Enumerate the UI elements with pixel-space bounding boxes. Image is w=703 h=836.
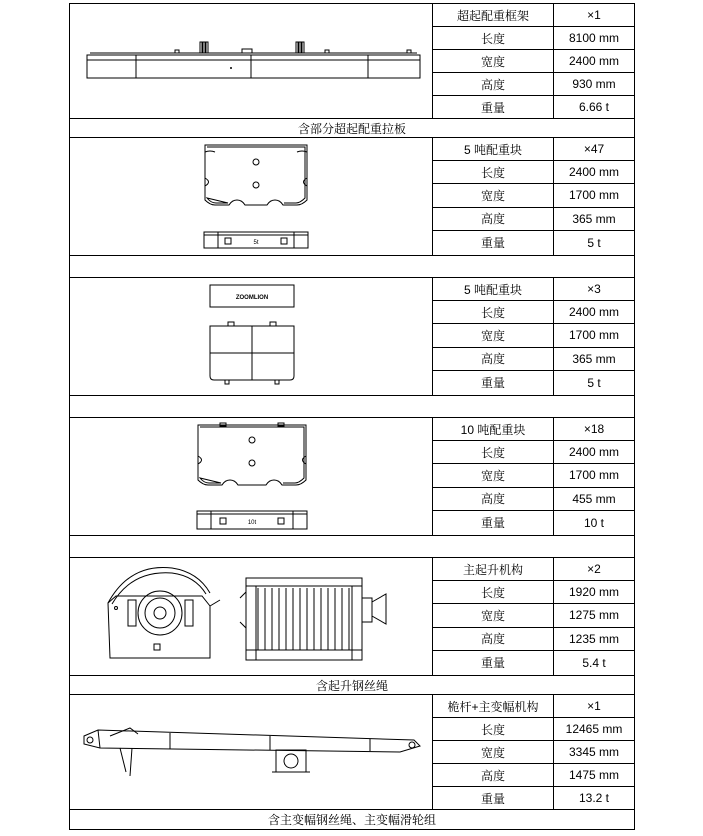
counterweight-block-10t-drawing bbox=[70, 418, 433, 535]
spec-value: 1235 mm bbox=[554, 627, 635, 650]
spacer-row bbox=[70, 536, 635, 558]
spec-value: 5 t bbox=[554, 230, 635, 255]
drawing-cell bbox=[70, 278, 433, 396]
spec-value: 1920 mm bbox=[554, 581, 635, 604]
spec-label: 宽度 bbox=[433, 184, 554, 207]
item-name: 主起升机构 bbox=[433, 558, 554, 581]
mast-luffing-mechanism-drawing bbox=[70, 696, 433, 808]
spec-label: 宽度 bbox=[433, 741, 554, 764]
spec-value: 1275 mm bbox=[554, 604, 635, 627]
spec-value: 12465 mm bbox=[554, 718, 635, 741]
spec-sheet bbox=[69, 3, 634, 831]
main-hoist-mechanism-drawing bbox=[70, 558, 433, 675]
drawing-cell bbox=[70, 418, 433, 536]
spec-value: 2400 mm bbox=[554, 301, 635, 324]
spec-label: 高度 bbox=[433, 73, 554, 96]
item-quantity: ×1 bbox=[554, 4, 635, 27]
component-spec-table bbox=[69, 3, 635, 830]
counterweight-block-5t-drawing bbox=[70, 138, 433, 255]
item-quantity: ×3 bbox=[554, 278, 635, 301]
spec-value: 6.66 t bbox=[554, 96, 635, 119]
item-name: 5 吨配重块 bbox=[433, 278, 554, 301]
item-note: 含起升钢丝绳 bbox=[70, 676, 635, 695]
item-header-row bbox=[70, 4, 635, 27]
spec-label: 长度 bbox=[433, 161, 554, 184]
spec-label: 重量 bbox=[433, 787, 554, 810]
item-quantity: ×2 bbox=[554, 558, 635, 581]
spec-value: 10 t bbox=[554, 510, 635, 535]
block-mark: ZOOMLION bbox=[235, 295, 269, 301]
spec-value: 3345 mm bbox=[554, 741, 635, 764]
item-note: 含主变幅钢丝绳、主变幅滑轮组 bbox=[70, 810, 635, 830]
counterweight-frame-drawing bbox=[70, 5, 433, 117]
spacer-row bbox=[70, 396, 635, 418]
item-name: 桅杆+主变幅机构 bbox=[433, 695, 554, 718]
spec-value: 1700 mm bbox=[554, 324, 635, 347]
item-quantity: ×1 bbox=[554, 695, 635, 718]
spec-label: 高度 bbox=[433, 764, 554, 787]
spec-value: 5.4 t bbox=[554, 650, 635, 675]
drawing-cell bbox=[70, 138, 433, 256]
spec-label: 高度 bbox=[433, 487, 554, 510]
spec-label: 宽度 bbox=[433, 50, 554, 73]
spec-value: 2400 mm bbox=[554, 50, 635, 73]
item-name: 10 吨配重块 bbox=[433, 418, 554, 441]
spec-label: 重量 bbox=[433, 230, 554, 255]
item-quantity: ×18 bbox=[554, 418, 635, 441]
spec-label: 高度 bbox=[433, 347, 554, 370]
spec-label: 高度 bbox=[433, 207, 554, 230]
drawing-cell bbox=[70, 695, 433, 810]
spec-value: 13.2 t bbox=[554, 787, 635, 810]
spec-value: 8100 mm bbox=[554, 27, 635, 50]
spec-label: 长度 bbox=[433, 301, 554, 324]
spec-label: 重量 bbox=[433, 510, 554, 535]
spec-value: 2400 mm bbox=[554, 441, 635, 464]
spec-label: 重量 bbox=[433, 96, 554, 119]
spec-label: 长度 bbox=[433, 718, 554, 741]
spec-value: 5 t bbox=[554, 370, 635, 395]
spec-label: 长度 bbox=[433, 27, 554, 50]
spec-value: 365 mm bbox=[554, 207, 635, 230]
spec-value: 2400 mm bbox=[554, 161, 635, 184]
spec-value: 365 mm bbox=[554, 347, 635, 370]
block-mark: 5t bbox=[253, 240, 259, 246]
spec-label: 重量 bbox=[433, 650, 554, 675]
spec-label: 长度 bbox=[433, 581, 554, 604]
item-quantity: ×47 bbox=[554, 138, 635, 161]
drawing-cell bbox=[70, 558, 433, 676]
item-name: 5 吨配重块 bbox=[433, 138, 554, 161]
spec-label: 宽度 bbox=[433, 324, 554, 347]
spec-value: 1475 mm bbox=[554, 764, 635, 787]
spec-value: 1700 mm bbox=[554, 184, 635, 207]
item-note: 含部分超起配重拉板 bbox=[70, 119, 635, 138]
spec-label: 长度 bbox=[433, 441, 554, 464]
block-mark: 10t bbox=[247, 520, 257, 526]
drawing-cell bbox=[70, 4, 433, 119]
spec-value: 455 mm bbox=[554, 487, 635, 510]
item-name: 超起配重框架 bbox=[433, 4, 554, 27]
spec-label: 宽度 bbox=[433, 464, 554, 487]
spec-label: 高度 bbox=[433, 627, 554, 650]
spec-value: 1700 mm bbox=[554, 464, 635, 487]
spec-label: 重量 bbox=[433, 370, 554, 395]
counterweight-block-5t-alt-drawing bbox=[70, 278, 433, 395]
spec-value: 930 mm bbox=[554, 73, 635, 96]
spacer-row bbox=[70, 256, 635, 278]
spec-label: 宽度 bbox=[433, 604, 554, 627]
